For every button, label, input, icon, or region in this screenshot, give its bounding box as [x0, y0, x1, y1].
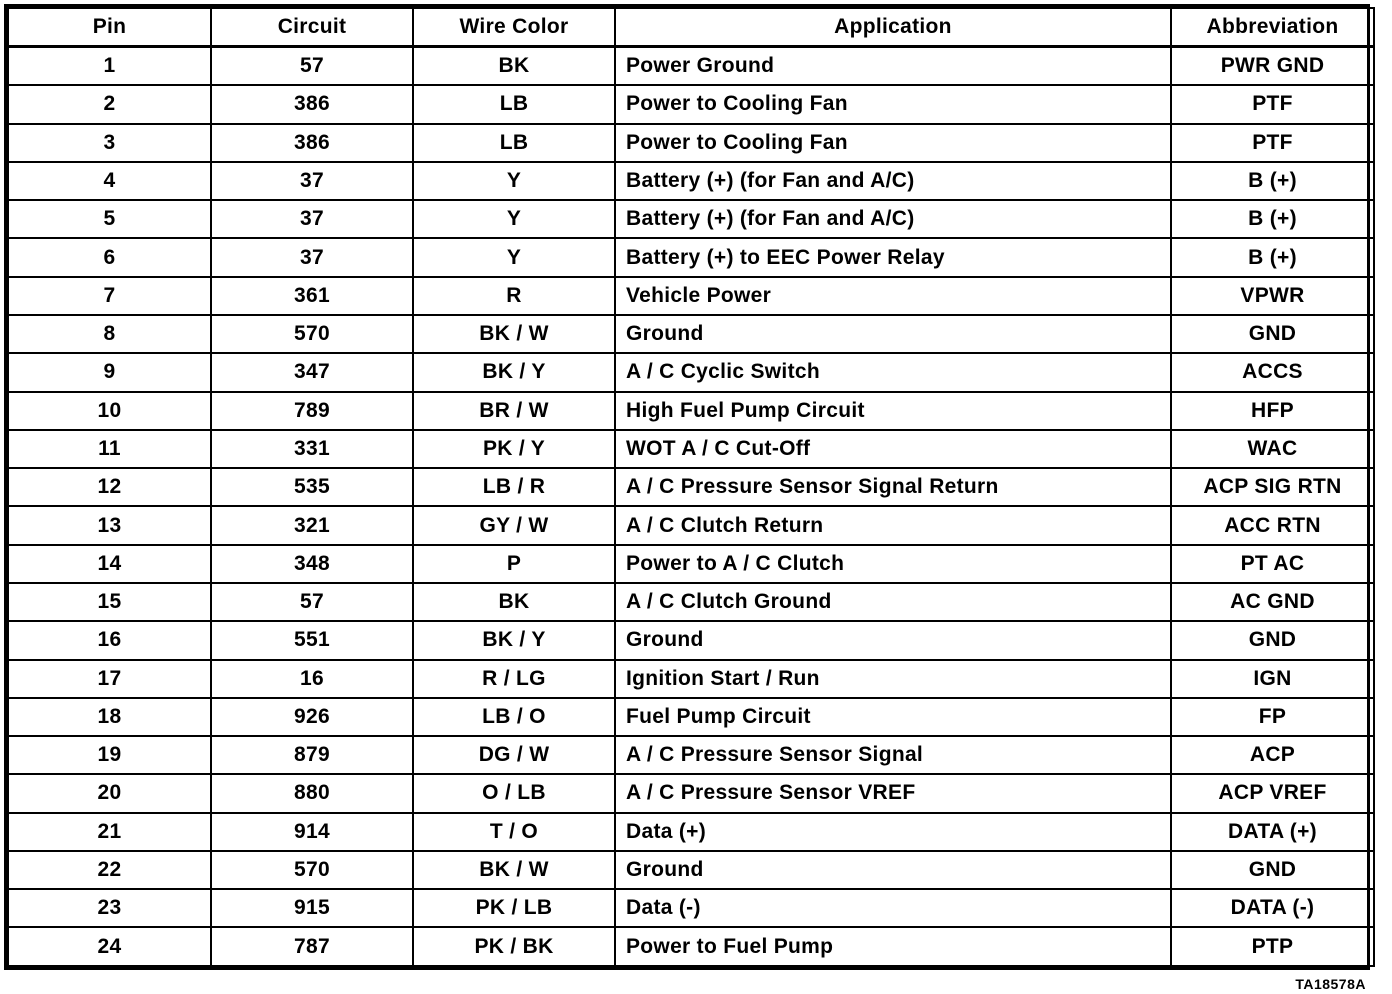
cell-wire-color: BK: [413, 47, 615, 86]
table-row: [8, 660, 1374, 698]
cell-pin: 21: [8, 813, 211, 851]
table-row: [8, 927, 1374, 966]
cell-application: High Fuel Pump Circuit: [615, 392, 1171, 430]
cell-pin: 3: [8, 124, 211, 162]
cell-wire-color: O / LB: [413, 774, 615, 812]
header-circuit: Circuit: [211, 8, 413, 47]
cell-application: A / C Clutch Return: [615, 506, 1171, 544]
cell-application: A / C Cyclic Switch: [615, 353, 1171, 391]
cell-pin: 1: [8, 47, 211, 86]
cell-pin: 2: [8, 85, 211, 123]
cell-pin: 13: [8, 506, 211, 544]
cell-circuit: 361: [211, 277, 413, 315]
pinout-table-frame: [4, 4, 1370, 970]
table-row: [8, 468, 1374, 506]
cell-pin: 19: [8, 736, 211, 774]
cell-abbreviation: ACCS: [1171, 353, 1374, 391]
cell-pin: 12: [8, 468, 211, 506]
cell-abbreviation: DATA (+): [1171, 813, 1374, 851]
cell-application: Data (+): [615, 813, 1171, 851]
cell-circuit: 914: [211, 813, 413, 851]
cell-circuit: 386: [211, 85, 413, 123]
table-row: [8, 583, 1374, 621]
cell-pin: 4: [8, 162, 211, 200]
cell-abbreviation: ACP VREF: [1171, 774, 1374, 812]
cell-pin: 10: [8, 392, 211, 430]
cell-circuit: 915: [211, 889, 413, 927]
cell-abbreviation: GND: [1171, 621, 1374, 659]
cell-pin: 14: [8, 545, 211, 583]
cell-circuit: 787: [211, 927, 413, 966]
cell-abbreviation: PT AC: [1171, 545, 1374, 583]
cell-application: WOT A / C Cut-Off: [615, 430, 1171, 468]
table-row: [8, 698, 1374, 736]
table-row: [8, 813, 1374, 851]
cell-abbreviation: PWR GND: [1171, 47, 1374, 86]
cell-pin: 17: [8, 660, 211, 698]
cell-abbreviation: PTF: [1171, 85, 1374, 123]
cell-wire-color: LB: [413, 124, 615, 162]
cell-application: Ignition Start / Run: [615, 660, 1171, 698]
cell-wire-color: BR / W: [413, 392, 615, 430]
cell-pin: 7: [8, 277, 211, 315]
cell-circuit: 57: [211, 583, 413, 621]
cell-wire-color: GY / W: [413, 506, 615, 544]
cell-application: Power to Fuel Pump: [615, 927, 1171, 966]
cell-wire-color: T / O: [413, 813, 615, 851]
cell-abbreviation: GND: [1171, 315, 1374, 353]
table-row: [8, 621, 1374, 659]
table-row: [8, 315, 1374, 353]
cell-wire-color: Y: [413, 200, 615, 238]
cell-wire-color: P: [413, 545, 615, 583]
cell-abbreviation: PTF: [1171, 124, 1374, 162]
cell-abbreviation: WAC: [1171, 430, 1374, 468]
cell-wire-color: PK / Y: [413, 430, 615, 468]
header-row: [8, 8, 1374, 47]
table-row: [8, 277, 1374, 315]
cell-abbreviation: B (+): [1171, 200, 1374, 238]
cell-application: A / C Pressure Sensor Signal Return: [615, 468, 1171, 506]
cell-circuit: 16: [211, 660, 413, 698]
table-row: [8, 238, 1374, 276]
cell-application: Power Ground: [615, 47, 1171, 86]
table-row: [8, 889, 1374, 927]
table-row: [8, 774, 1374, 812]
cell-application: Power to Cooling Fan: [615, 124, 1171, 162]
cell-application: Ground: [615, 621, 1171, 659]
reference-code: TA18578A: [1295, 976, 1366, 992]
table-row: [8, 47, 1374, 86]
cell-circuit: 570: [211, 851, 413, 889]
cell-abbreviation: FP: [1171, 698, 1374, 736]
header-abbreviation: Abbreviation: [1171, 8, 1374, 47]
cell-pin: 16: [8, 621, 211, 659]
cell-abbreviation: HFP: [1171, 392, 1374, 430]
table-row: [8, 200, 1374, 238]
cell-pin: 20: [8, 774, 211, 812]
table-row: [8, 392, 1374, 430]
cell-circuit: 57: [211, 47, 413, 86]
table-row: [8, 162, 1374, 200]
cell-circuit: 570: [211, 315, 413, 353]
cell-abbreviation: DATA (-): [1171, 889, 1374, 927]
cell-abbreviation: B (+): [1171, 238, 1374, 276]
cell-abbreviation: AC GND: [1171, 583, 1374, 621]
cell-wire-color: BK / Y: [413, 353, 615, 391]
table-row: [8, 430, 1374, 468]
cell-pin: 5: [8, 200, 211, 238]
cell-circuit: 37: [211, 162, 413, 200]
table-row: [8, 736, 1374, 774]
cell-pin: 9: [8, 353, 211, 391]
cell-circuit: 386: [211, 124, 413, 162]
cell-pin: 22: [8, 851, 211, 889]
cell-application: Fuel Pump Circuit: [615, 698, 1171, 736]
cell-circuit: 321: [211, 506, 413, 544]
cell-abbreviation: ACP SIG RTN: [1171, 468, 1374, 506]
cell-circuit: 926: [211, 698, 413, 736]
cell-wire-color: R: [413, 277, 615, 315]
cell-wire-color: PK / BK: [413, 927, 615, 966]
cell-application: Battery (+) to EEC Power Relay: [615, 238, 1171, 276]
cell-application: Ground: [615, 315, 1171, 353]
cell-pin: 18: [8, 698, 211, 736]
cell-abbreviation: B (+): [1171, 162, 1374, 200]
pinout-table: [7, 7, 1375, 967]
cell-pin: 24: [8, 927, 211, 966]
cell-wire-color: PK / LB: [413, 889, 615, 927]
cell-abbreviation: ACC RTN: [1171, 506, 1374, 544]
cell-application: Power to A / C Clutch: [615, 545, 1171, 583]
cell-abbreviation: ACP: [1171, 736, 1374, 774]
cell-pin: 11: [8, 430, 211, 468]
table-row: [8, 506, 1374, 544]
cell-circuit: 535: [211, 468, 413, 506]
cell-circuit: 37: [211, 200, 413, 238]
cell-pin: 15: [8, 583, 211, 621]
header-pin: Pin: [8, 8, 211, 47]
cell-abbreviation: GND: [1171, 851, 1374, 889]
cell-pin: 6: [8, 238, 211, 276]
cell-wire-color: Y: [413, 162, 615, 200]
cell-application: Battery (+) (for Fan and A/C): [615, 162, 1171, 200]
cell-circuit: 37: [211, 238, 413, 276]
cell-application: A / C Pressure Sensor VREF: [615, 774, 1171, 812]
table-row: [8, 545, 1374, 583]
cell-wire-color: R / LG: [413, 660, 615, 698]
table-row: [8, 124, 1374, 162]
cell-circuit: 331: [211, 430, 413, 468]
cell-wire-color: Y: [413, 238, 615, 276]
cell-wire-color: DG / W: [413, 736, 615, 774]
cell-application: Data (-): [615, 889, 1171, 927]
cell-wire-color: BK / W: [413, 851, 615, 889]
header-wire-color: Wire Color: [413, 8, 615, 47]
cell-wire-color: BK / Y: [413, 621, 615, 659]
cell-application: A / C Clutch Ground: [615, 583, 1171, 621]
cell-wire-color: BK: [413, 583, 615, 621]
table-row: [8, 851, 1374, 889]
cell-circuit: 879: [211, 736, 413, 774]
table-row: [8, 353, 1374, 391]
cell-pin: 23: [8, 889, 211, 927]
cell-application: A / C Pressure Sensor Signal: [615, 736, 1171, 774]
table-row: [8, 85, 1374, 123]
cell-wire-color: BK / W: [413, 315, 615, 353]
cell-application: Vehicle Power: [615, 277, 1171, 315]
cell-wire-color: LB / O: [413, 698, 615, 736]
cell-wire-color: LB: [413, 85, 615, 123]
cell-application: Ground: [615, 851, 1171, 889]
header-application: Application: [615, 8, 1171, 47]
cell-application: Power to Cooling Fan: [615, 85, 1171, 123]
cell-wire-color: LB / R: [413, 468, 615, 506]
cell-abbreviation: PTP: [1171, 927, 1374, 966]
cell-circuit: 348: [211, 545, 413, 583]
cell-abbreviation: VPWR: [1171, 277, 1374, 315]
cell-circuit: 347: [211, 353, 413, 391]
cell-circuit: 551: [211, 621, 413, 659]
table-body: [8, 47, 1374, 967]
cell-circuit: 880: [211, 774, 413, 812]
cell-circuit: 789: [211, 392, 413, 430]
cell-pin: 8: [8, 315, 211, 353]
table-header: [8, 8, 1374, 47]
cell-abbreviation: IGN: [1171, 660, 1374, 698]
cell-application: Battery (+) (for Fan and A/C): [615, 200, 1171, 238]
